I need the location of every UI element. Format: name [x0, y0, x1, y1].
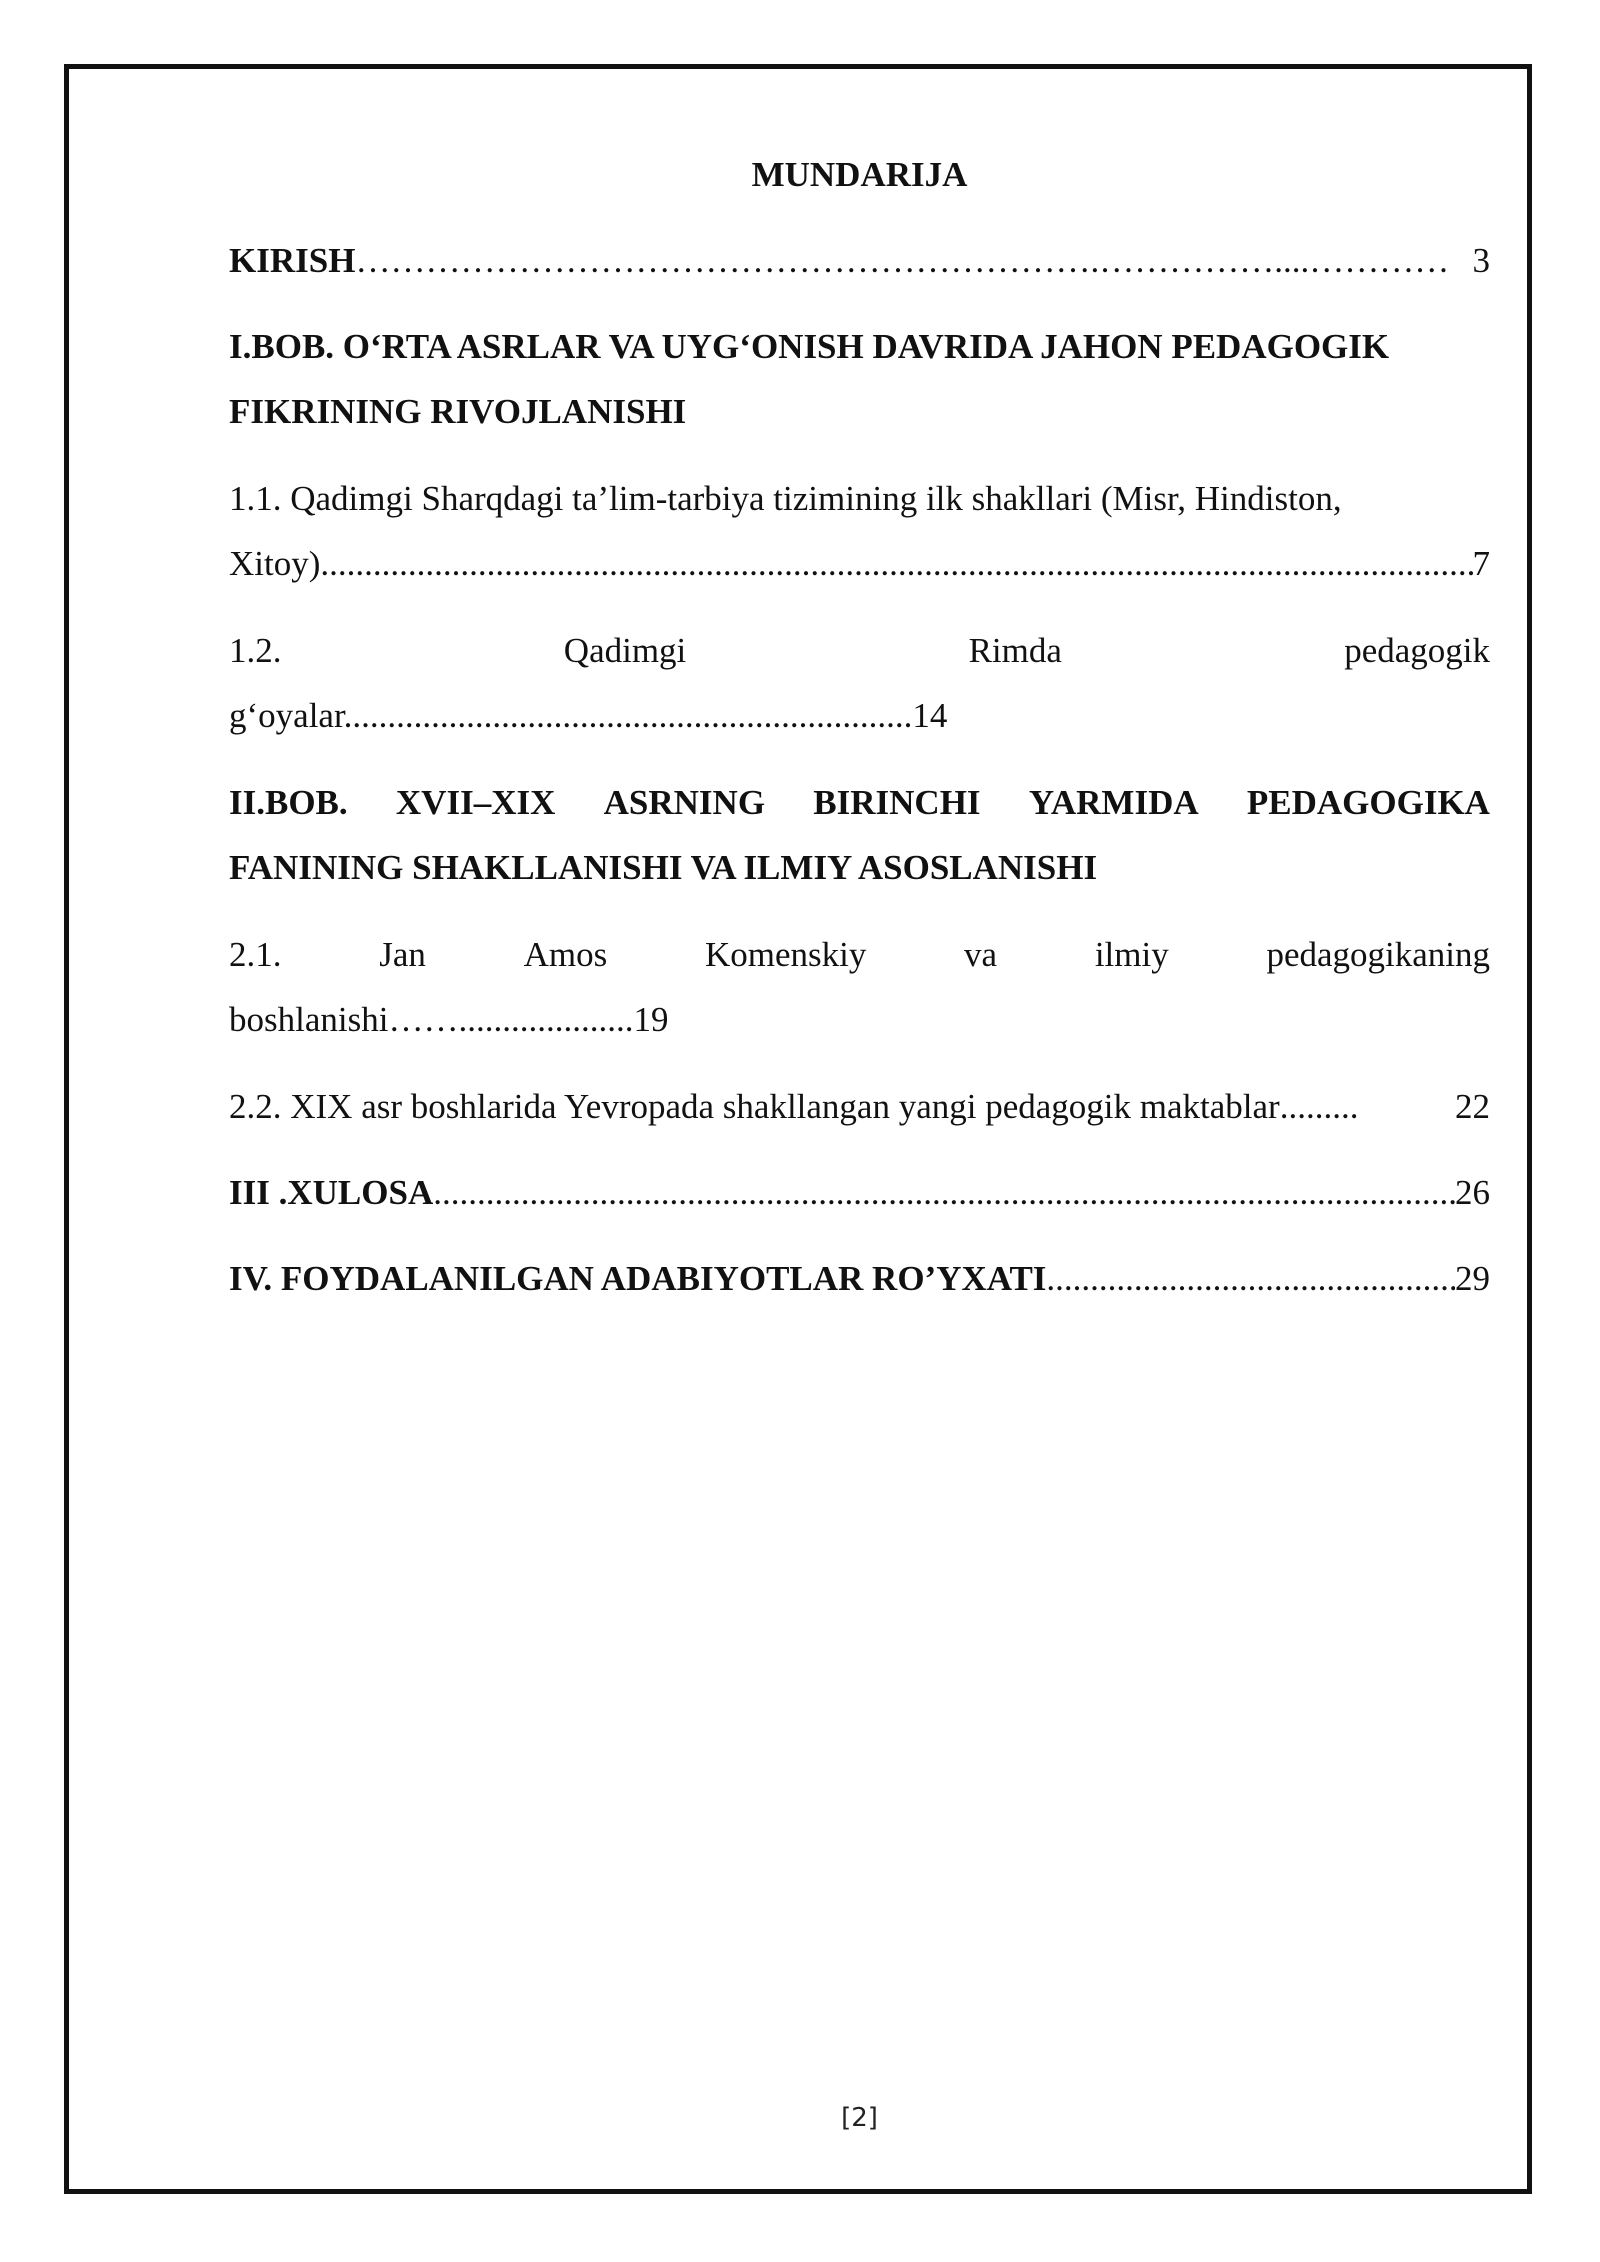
toc-page-number: 26	[1455, 1173, 1490, 1212]
toc-word: Qadimgi	[563, 631, 687, 670]
toc-word: 1.2.	[229, 631, 282, 670]
toc-word: BIRINCHI	[813, 783, 981, 822]
toc-word: PEDAGOGIKA	[1246, 783, 1490, 822]
toc-chapter-2	[229, 770, 1490, 900]
toc-chapter-title-line: I.BOB. O‘RTA ASRLAR VA UYG‘ONISH DAVRIDA JAHON PEDAGOGIK	[229, 327, 1390, 366]
toc-entry-label: KIRISH	[229, 241, 356, 280]
toc-word: Amos	[523, 935, 608, 974]
toc-entry-xulosa	[229, 1160, 1490, 1225]
toc-word: XVII–XIX	[395, 783, 556, 822]
toc-word: pedagogikaning	[1266, 935, 1490, 974]
toc-page-number: 29	[1455, 1259, 1490, 1298]
toc-section-title-line: g‘oyalar.................................................................14	[229, 696, 948, 735]
toc-section-title-line: Xitoy)	[229, 544, 321, 583]
toc-chapter-title-line: FIKRINING RIVOJLANISHI	[229, 392, 687, 431]
toc-leader: ……………………………………………………….……………....…………	[355, 241, 1450, 280]
toc-word: va	[964, 935, 998, 974]
toc-word: Rimda	[968, 631, 1062, 670]
toc-leader	[1046, 1246, 1455, 1311]
toc-entry-label: IV. FOYDALANILGAN ADABIYOTLAR RO’YXATI	[229, 1259, 1047, 1298]
toc-page-number: 7	[1472, 544, 1490, 583]
toc-word: II.BOB.	[229, 783, 348, 822]
toc-leader	[320, 531, 1472, 596]
toc-page-number: 22	[1455, 1087, 1490, 1126]
toc-word: Jan	[379, 935, 426, 974]
toc-entry-kirish	[229, 228, 1490, 293]
toc-word: pedagogik	[1344, 631, 1490, 670]
toc-chapter-1	[229, 314, 1490, 444]
toc-page-number: 3	[1472, 241, 1490, 280]
toc-section-2-2	[229, 1074, 1490, 1139]
toc-entry-adabiyotlar	[229, 1246, 1490, 1311]
toc-word: 2.1.	[229, 935, 282, 974]
toc-word: ASRNING	[603, 783, 766, 822]
toc-leader	[433, 1160, 1455, 1225]
toc-word: ilmiy	[1094, 935, 1169, 974]
page-number: [2]	[841, 2103, 878, 2133]
toc-section-1-2	[229, 618, 1490, 748]
toc-chapter-title-line: FANINING SHAKLLANISHI VA ILMIY ASOSLANISHI	[229, 848, 1098, 887]
toc-section-2-1	[229, 922, 1490, 1052]
toc-entry-label: III .XULOSA	[229, 1173, 434, 1212]
toc-section-title-line: 2.2. XIX asr boshlarida Yevropada shakllangan yangi pedagogik maktablar	[229, 1087, 1280, 1126]
toc-word: Komenskiy	[704, 935, 867, 974]
toc-section-title-line: 1.1. Qadimgi Sharqdagi ta’lim-tarbiya tizimining ilk shakllari (Misr, Hindiston,	[229, 479, 1342, 518]
toc-section-title-line: boshlanishi……....................19	[229, 1000, 669, 1039]
document-title: MUNDARIJA	[751, 155, 968, 194]
toc-leader: .........	[1279, 1087, 1359, 1126]
toc-word: YARMIDA	[1028, 783, 1199, 822]
toc-section-1-1	[229, 466, 1490, 596]
